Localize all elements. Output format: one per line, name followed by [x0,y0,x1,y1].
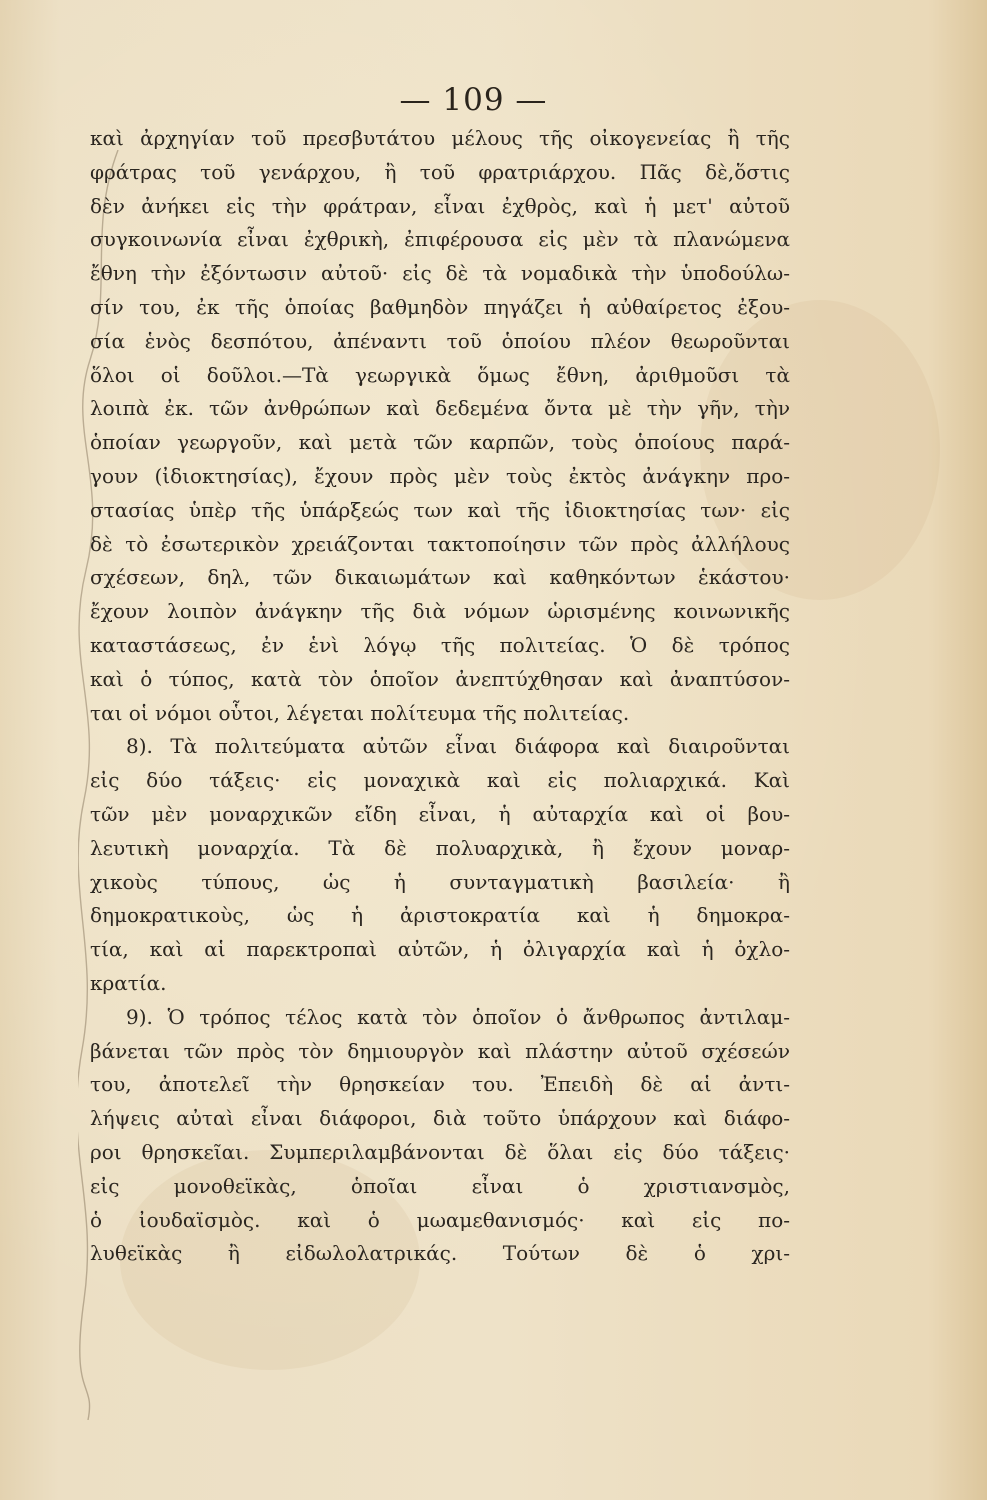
text-line: φράτρας τοῦ γενάρχου, ἢ τοῦ φρατριάρχου. Πᾶς δὲ,ὅστις [90,159,790,184]
text-line: καταστάσεως, ἐν ἑνὶ λόγῳ τῆς πολιτείας. Ὁ δὲ τρόπος [90,632,790,657]
text-line: ὁποίαν γεωργοῦν, καὶ μετὰ τῶν καρπῶν, τοὺς ὁποίους παρά- [90,430,790,455]
text-line: συγκοινωνία εἶναι ἐχθρικὴ, ἐπιφέρουσα εἰς μὲν τὰ πλανώμενα [90,227,790,252]
text-line: λυθεϊκὰς ἢ εἰδωλολατρικάς. Τούτων δὲ ὁ χρι- [90,1241,790,1266]
text-line: λήψεις αὐταὶ εἶναι διάφοροι, διὰ τοῦτο ὑπάρχουν καὶ διάφο- [90,1106,790,1131]
text-line: τία, καὶ αἱ παρεκτροπαὶ αὐτῶν, ἡ ὀλιγαρχία καὶ ἡ ὀχλο- [90,937,790,962]
text-line: σία ἑνὸς δεσπότου, ἀπέναντι τοῦ ὁποίου πλέον θεωροῦνται [90,328,790,353]
text-line: δημοκρατικοὺς, ὡς ἡ ἀριστοκρατία καὶ ἡ δημοκρα- [90,903,790,928]
text-line: τῶν μὲν μοναρχικῶν εἴδη εἶναι, ἡ αὐταρχία καὶ οἱ βου- [90,801,790,826]
text-line: σίν του, ἐκ τῆς ὁποίας βαθμηδὸν πηγάζει ἡ αὐθαίρετος ἐξου- [90,294,790,319]
text-line: λοιπὰ ἐκ. τῶν ἀνθρώπων καὶ δεδεμένα ὄντα μὲ τὴν γῆν, τὴν [90,396,790,421]
text-line: δὲν ἀνήκει εἰς τὴν φράτραν, εἶναι ἐχθρὸς, καὶ ἡ μετ' αὐτοῦ [90,193,790,218]
text-line: βάνεται τῶν πρὸς τὸν δημιουργὸν καὶ πλάστην αὐτοῦ σχέσεών [90,1038,790,1063]
text-line: του, ἀποτελεῖ τὴν θρησκείαν του. Ἐπειδὴ δὲ αἱ ἀντι- [90,1072,790,1097]
text-line: σχέσεων, δηλ, τῶν δικαιωμάτων καὶ καθηκόντων ἑκάστου· [90,565,790,590]
text-line: δὲ τὸ ἐσωτερικὸν χρειάζονται τακτοποίησιν τῶν πρὸς ἀλλήλους [90,531,790,556]
text-line: εἰς δύο τάξεις· εἰς μοναχικὰ καὶ εἰς πολιαρχικά. Καὶ [90,768,790,793]
text-line: χικοὺς τύπους, ὡς ἡ συνταγματικὴ βασιλεία· ἢ [90,869,790,894]
text-line: καὶ ὁ τύπος, κατὰ τὸν ὁποῖον ἀνεπτύχθησαν καὶ ἀναπτύσον- [90,666,790,691]
text-line: ται οἱ νόμοι οὗτοι, λέγεται πολίτευμα τῆς πολιτείας. [90,700,630,725]
body-text [90,122,790,1271]
text-line: ὅλοι οἱ δοῦλοι.—Τὰ γεωργικὰ ὅμως ἔθνη, ἀριθμοῦσι τὰ [90,362,790,387]
text-line: ἔχουν λοιπὸν ἀνάγκην τῆς διὰ νόμων ὡρισμένης κοινωνικῆς [90,599,790,624]
text-line: ἔθνη τὴν ἐξόντωσιν αὐτοῦ· εἰς δὲ τὰ νομαδικὰ τὴν ὑποδούλω- [90,261,790,286]
text-line: ὁ ἰουδαϊσμὸς. καὶ ὁ μωαμεθανισμός· καὶ εἰς πο- [90,1207,790,1232]
text-line: κρατία. [90,970,167,995]
text-line: 9). Ὁ τρόπος τέλος κατὰ τὸν ὁποῖον ὁ ἄνθρωπος ἀντιλαμ- [126,1004,790,1029]
text-line: ροι θρησκεῖαι. Συμπεριλαμβάνονται δὲ ὅλαι εἰς δύο τάξεις· [90,1139,790,1164]
text-line: εἰς μονοθεϊκὰς, ὁποῖαι εἶναι ὁ χριστιανσμὸς, [90,1173,790,1198]
text-line: καὶ ἀρχηγίαν τοῦ πρεσβυτάτου μέλους τῆς οἰκογενείας ἢ τῆς [90,126,790,150]
text-line: γουν (ἰδιοκτησίας), ἔχουν πρὸς μὲν τοὺς ἐκτὸς ἀνάγκην προ- [90,463,790,488]
page-number: — 109 — [399,82,548,118]
text-line: 8). Τὰ πολιτεύματα αὐτῶν εἶναι διάφορα καὶ διαιροῦνται [126,734,790,759]
text-line: στασίας ὑπὲρ τῆς ὑπάρξεώς των καὶ τῆς ἰδιοκτησίας των· εἰς [90,497,790,522]
text-line: λευτικὴ μοναρχία. Τὰ δὲ πολυαρχικὰ, ἢ ἔχουν μοναρ- [90,835,790,860]
